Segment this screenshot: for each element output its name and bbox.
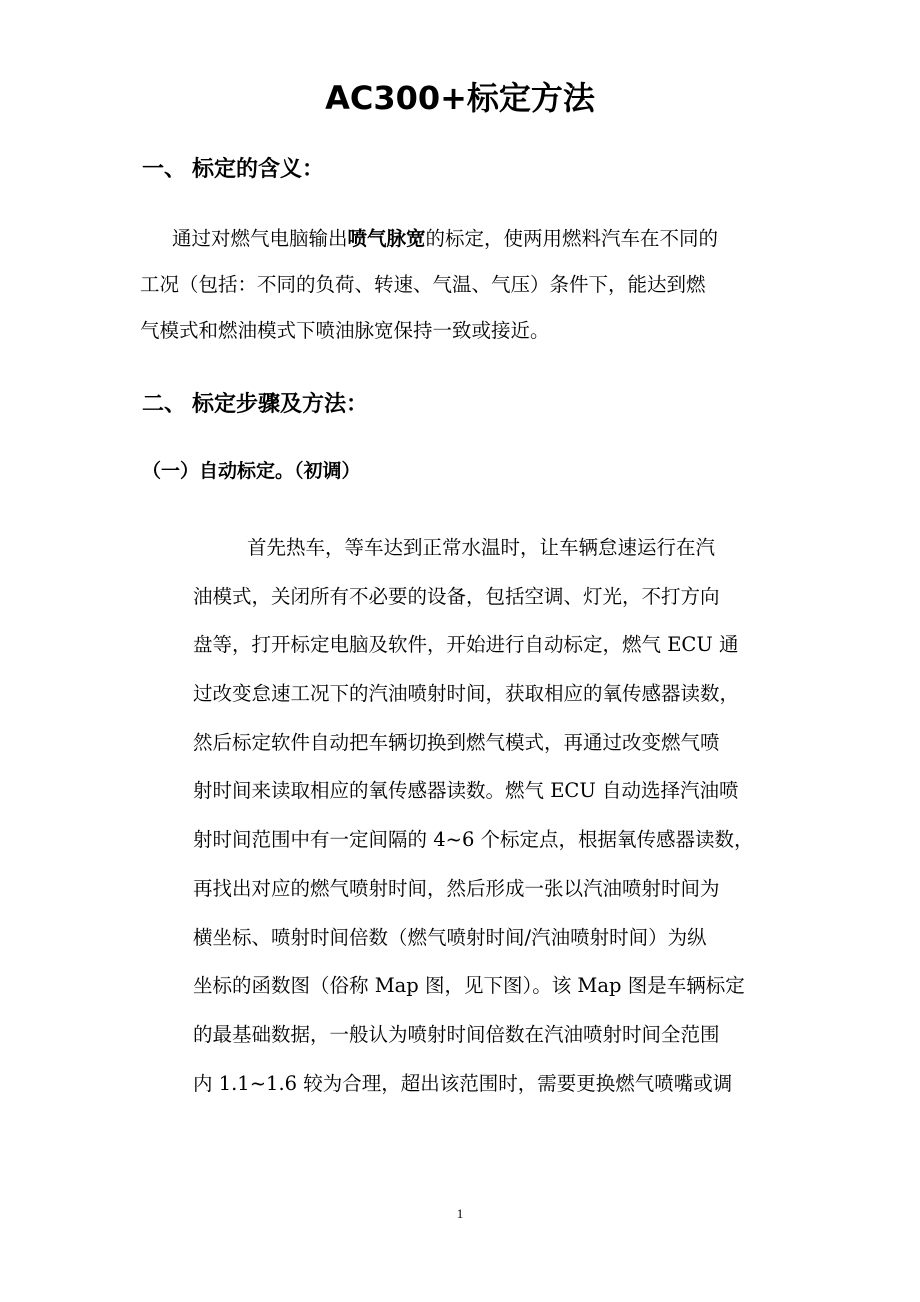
paragraph-line: 盘等，打开标定电脑及软件，开始进行自动标定，燃气 ECU 通 — [193, 633, 739, 657]
subsection-heading: （一）自动标定。（初调） — [142, 460, 361, 482]
section-title-2: 标定步骤及方法： — [192, 392, 369, 417]
paragraph-line: 油模式，关闭所有不必要的设备，包括空调、灯光，不打方向 — [193, 584, 720, 608]
emphasis-text: 喷气脉宽 — [347, 227, 426, 250]
paragraph-line: 坐标的函数图（俗称 Map 图，见下图）。该 Map 图是车辆标定 — [193, 974, 745, 998]
paragraph-definition — [140, 216, 800, 354]
paragraph-line: 的最基础数据，一般认为喷射时间倍数在汽油喷射时间全范围 — [193, 1022, 720, 1046]
page-number: 1 — [456, 1206, 464, 1221]
paragraph-line: 射时间来读取相应的氧传感器读数。燃气 ECU 自动选择汽油喷 — [193, 779, 739, 803]
section-heading-2 — [142, 389, 368, 421]
section-number-2: 二、 — [142, 392, 187, 417]
paragraph-line: 气模式和燃油模式下喷油脉宽保持一致或接近。 — [140, 319, 550, 342]
paragraph-line: 首先热车，等车达到正常水温时，让车辆怠速运行在汽 — [247, 536, 716, 559]
paragraph-line: 再找出对应的燃气喷射时间，然后形成一张以汽油喷射时间为 — [193, 876, 720, 900]
paragraph-line: 射时间范围中有一定间隔的 4~6 个标定点，根据氧传感器读数， — [193, 828, 754, 852]
section-title-1: 标定的含义： — [192, 157, 325, 182]
paragraph-line: 过改变怠速工况下的汽油喷射时间，获取相应的氧传感器读数， — [193, 682, 740, 706]
paragraph-line: 通过对燃气电脑输出喷气脉宽的标定，使两用燃料汽车在不同的 — [172, 227, 719, 250]
paragraph-line: 工况（包括：不同的负荷、转速、气温、气压）条件下，能达到燃 — [140, 273, 706, 296]
paragraph-line: 内 1.1~1.6 较为合理，超出该范围时，需要更换燃气喷嘴或调 — [193, 1071, 733, 1095]
section-number-1: 一、 — [142, 157, 187, 182]
paragraph-procedure — [193, 524, 803, 1108]
document-title: AC300+标定方法 — [325, 79, 595, 117]
section-heading-1 — [142, 154, 324, 186]
paragraph-line: 横坐标、喷射时间倍数（燃气喷射时间/汽油喷射时间）为纵 — [193, 925, 707, 949]
paragraph-line: 然后标定软件自动把车辆切换到燃气模式，再通过改变燃气喷 — [193, 730, 720, 754]
